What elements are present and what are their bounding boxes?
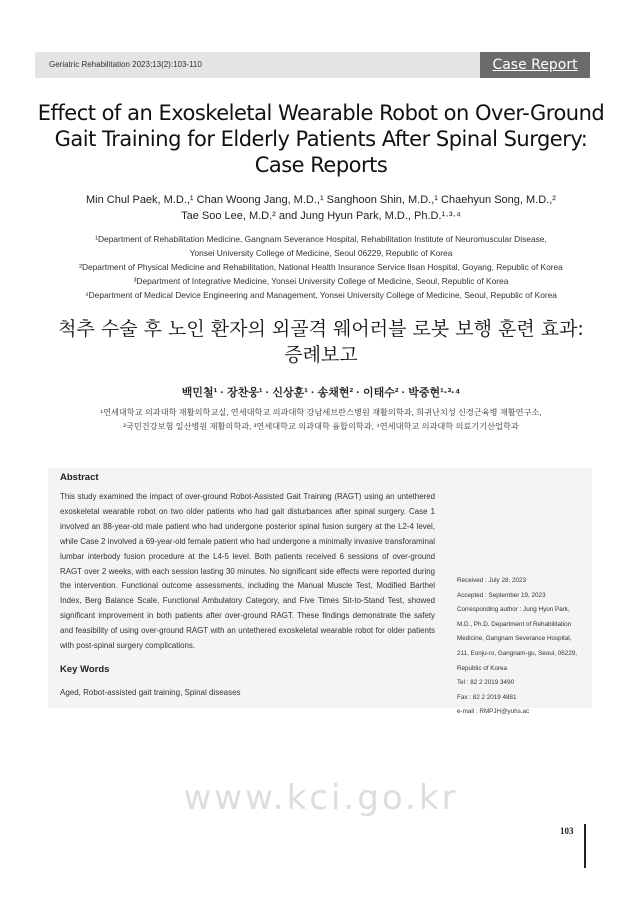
abstract-text: This study examined the impact of over-ground Robot-Assisted Gait Training (RAGT) using an untethered exoskeletal wearable robot on two older patients who had gait disturbances after spinal surgery. Case 1 involved an 88-year-old male patient who had undergone posterior spinal fusion surgery at the L2-4 level, while Case 2 involved a 69-year-old female patient who had undergone a minimally invasive transforaminal lumbar interbody fusion procedure at the L4-5 level. Both patients received 6 sessions of over-ground RAGT over 2 weeks, with each session lasting 30 minutes. No significant side effects were reported during the intervention. Functional outcome assessments, including the Manual Muscle Test, Modified Barthel Index, Berg Balance Scale, Functional Ambulatory Category, and Five Times Sit-to-Stand Test, showed significant improvement in both patients after over-ground RAGT. These findings demonstrate the safety and feasibility of using over-ground RAGT with an untethered exoskeletal wearable robot for older patients with post-spinal surgery complications. xyxy=(60,492,435,651)
page-number-rule xyxy=(584,824,586,868)
korean-title-line: 증례보고 xyxy=(284,344,358,366)
title-line: Gait Training for Elderly Patients After Spinal Surgery: xyxy=(54,127,588,151)
abstract-heading: Abstract xyxy=(60,472,99,483)
fax: Fax : 82 2 2019 4881 xyxy=(457,693,517,701)
page-number: 103 xyxy=(560,826,574,836)
title-line: Case Reports xyxy=(254,153,388,177)
affiliation: ²Department of Physical Medicine and Rehabilitation, National Health Insurance Service Ilsan Hospital, Goyang, Republic of Korea xyxy=(79,262,563,272)
corresponding-author: Corresponding author : Jung Hyun Park, xyxy=(457,606,570,614)
author-line: Tae Soo Lee, M.D.² and Jung Hyun Park, M.D., Ph.D.¹·³·⁴ xyxy=(181,210,461,222)
affiliation: Yonsei University College of Medicine, Seoul 06229, Republic of Korea xyxy=(189,248,453,258)
address-line: M.D., Ph.D. Department of Rehabilitation xyxy=(457,620,572,628)
article-type-label: Case Report xyxy=(480,52,590,78)
korean-affiliation: ¹연세대학교 의과대학 재활의학교실, 연세대학교 의과대학 강남세브란스병원 재활의학과, 희귀난치성 신경근육병 재활연구소, xyxy=(100,408,542,417)
author-list xyxy=(30,192,612,224)
affiliations xyxy=(30,232,612,302)
korean-authors: 백민철¹ · 장찬웅¹ · 신상훈¹ · 송채현² · 이태수² · 박중현¹·³·⁴ xyxy=(181,387,461,399)
email: e-mail : RMPJH@yuhs.ac xyxy=(457,708,530,716)
affiliation: ¹Department of Rehabilitation Medicine, Gangnam Severance Hospital, Rehabilitation Institute of Neuromuscular Disease, xyxy=(95,234,547,244)
journal-header-bar xyxy=(35,52,590,78)
keywords-heading: Key Words xyxy=(60,664,110,675)
affiliation: ⁴Department of Medical Device Engineering and Management, Yonsei University College of Medicine, Seoul, Republic of Korea xyxy=(85,290,557,300)
address-line: Republic of Korea xyxy=(457,664,508,672)
korean-title-line: 척추 수술 후 노인 환자의 외골격 웨어러블 로봇 보행 훈련 효과: xyxy=(58,318,584,340)
keywords: Aged, Robot-assisted gait training, Spinal diseases xyxy=(60,688,241,697)
journal-citation: Geriatric Rehabilitation 2023;13(2):103-110 xyxy=(49,60,202,69)
watermark: www.kci.go.kr xyxy=(183,778,459,818)
tel: Tel : 82 2 2019 3490 xyxy=(457,679,515,687)
title-line: Effect of an Exoskeletal Wearable Robot on Over-Ground xyxy=(37,101,605,125)
address-line: 211, Eonju-ro, Gangnam-gu, Seoul, 06229, xyxy=(457,649,577,657)
korean-affiliation: ²국민건강보험 일산병원 재활의학과, ³연세대학교 의과대학 융합의학과, ⁴연세대학교 의과대학 의료기기산업학과 xyxy=(123,422,519,431)
accepted-date: Accepted : September 19, 2023 xyxy=(457,591,546,599)
korean-affiliations xyxy=(30,406,612,434)
article-info xyxy=(457,574,577,720)
author-line: Min Chul Paek, M.D.,¹ Chan Woong Jang, M.D.,¹ Sanghoon Shin, M.D.,¹ Chaehyun Song, M.D.,² xyxy=(86,194,556,206)
address-line: Medicine, Gangnam Severance Hospital, xyxy=(457,635,572,643)
received-date: Received : July 28, 2023 xyxy=(457,577,526,584)
korean-title xyxy=(30,316,612,368)
affiliation: ³Department of Integrative Medicine, Yonsei University College of Medicine, Seoul, Republic of Korea xyxy=(133,276,509,286)
article-title xyxy=(30,100,612,178)
